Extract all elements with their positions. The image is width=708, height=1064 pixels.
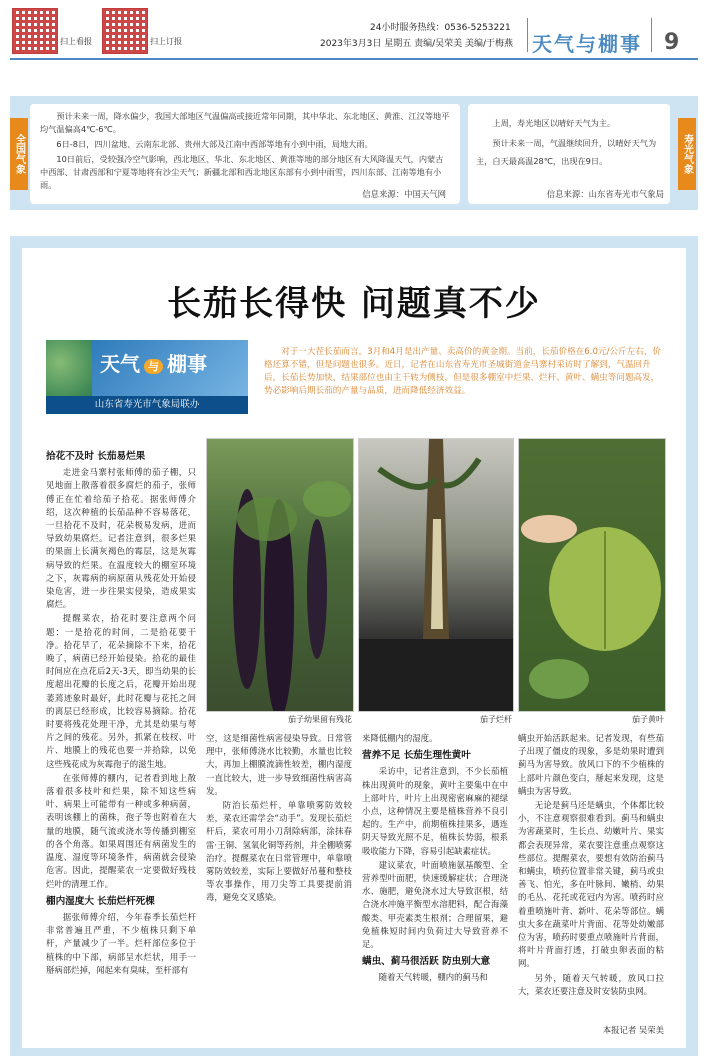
header-divider-2 <box>651 18 652 52</box>
header-rule <box>10 58 698 60</box>
col2-para-1: 空，这是细菌性病害侵染导致。日常管理中，张师傅浇水比较勤，水量也比较大，再加上棚膜流滴性较差，棚内湿度一直比较大，进一步导致细菌性病害高发。 <box>206 733 352 796</box>
logo-word-weather: 天气 <box>100 352 140 376</box>
local-source: 信息来源：山东省寿光市气象局 <box>546 189 664 199</box>
col4-para-2: 无论是蓟马还是螨虫，个体都比较小，不注意观察很难看到。蓟马和螨虫为害蔬菜时，生长点、幼嫩叶片、果实都会表现异常，菜农要注意重点观察这些部位。提醒菜农，要想有效防治蓟马和螨虫，喷药位置非常关键，蓟马或虫善飞、怕光，多在叶脉间、嫩梢、幼果的毛丛、花托或花冠内为害。喷药时应着重喷施叶背、新叶、花朵等部位。螨虫大多在蔬菜叶片背面、花等处幼嫩部位为害，喷药时要重点喷施叶片背面，将叶片背面打透，打破虫卵表面的粘网。 <box>518 800 664 969</box>
col1-para-4: 据张师傅介绍，今年春季长茄烂杆非常普遍且严重，不少植株只剩下单杆，产量减少了一半。烂杆部位多位于植株的中下部，病部呈水烂状，用手一掰病部烂掉，闻起来有臭味，至杆部有 <box>46 911 196 975</box>
caption-photo-2: 茄子烂杆 <box>480 715 512 724</box>
eggplant-stem-image <box>359 439 513 711</box>
section-title: 天气与棚事 <box>532 32 642 56</box>
local-para-2: 预计未来一周，气温继续回升，以晴好天气为主，白天最高温28℃，出现在9日。 <box>476 138 657 166</box>
caption-photo-3: 茄子黄叶 <box>632 715 664 724</box>
yellow-leaf-image <box>519 439 665 711</box>
col4-para-3: 另外，随着天气转暖，放风口拉大，菜农还要注意及时安装防虫网。 <box>518 972 664 996</box>
national-weather-tab: 全国气象 <box>10 118 28 190</box>
header-divider <box>527 18 528 52</box>
logo-word-greenhouse: 棚事 <box>167 352 207 376</box>
national-source: 信息来源：中国天气网 <box>362 189 446 199</box>
logo-word-and: 与 <box>144 359 163 374</box>
photo-eggplant-leaf <box>518 438 666 712</box>
subhead-rotten-fruit: 拾花不及时 长茄易烂果 <box>46 451 146 462</box>
qr-label-subscribe: 扫上订报 <box>150 37 182 46</box>
subhead-rotten-stem: 棚内湿度大 长茄烂杆死棵 <box>46 895 155 907</box>
photo-eggplant-stem <box>358 438 514 712</box>
column-logo <box>46 340 248 414</box>
subhead-pests: 螨虫、蓟马很活跃 防虫别大意 <box>362 956 491 968</box>
col2-para-2: 防治长茄烂杆，单靠喷雾防效较差，菜农还需学会“动手”。发现长茄烂杆后，菜农可用小刀刮除病部，涂抹春雷·王铜、氢氧化铜等药剂，并全棚喷雾治疗。提醒菜农在日常管理中，单靠喷雾防效较差，实际上要做好吊蔓和整枝等农事操作，用刀尖等工具要提前消毒，避免交叉感染。 <box>206 800 352 903</box>
col3-para-2: 采访中，记者注意到，不少长茄植株出现黄叶的现象，黄叶主要集中在中上部叶片，叶片上出现密密麻麻的褪绿小点，这种情况主要是植株营养不良引起的。生产中，前期植株挂果多，遇连阴天导致光照不足，植株长势弱，根系吸收能力下降，容易引起缺素症状。 <box>362 766 508 856</box>
local-weather-tab: 寿光气象 <box>678 118 696 190</box>
col1-para-1: 走进金马寨村张师傅的茄子棚，只见地面上散落着很多腐烂的茄子，张师傅正在忙着给茄子拾花。据张师傅介绍，这次种植的长茄品种不容易落花，一旦拾花不及时，花朵极易发病，进而导致幼果腐烂。记者注意到，很多烂果的果面上长满灰褐色的霉层，这是灰霉病导致的烂果。在温度较大的棚室环境之下，灰霉病的病原菌从残花处开始侵染危害，进一步往果实侵染，造成果实腐烂。 <box>46 467 196 610</box>
column-1 <box>46 446 196 1042</box>
date-line: 2023年3月3日 星期五 责编/吴荣美 美编/于梅燕 <box>320 39 514 49</box>
byline: 本报记者 吴荣美 <box>602 1025 664 1035</box>
local-para-1: 上周，寿光地区以晴好天气为主。 <box>492 118 616 128</box>
article-lead: 对于一大茬长茄而言，3月和4月是出产量、卖高价的黄金期。当前，长茄价格在6.0元/公斤左右，价格还算不错，但是问题也很多。近日，记者在山东省寿光市圣城街道金马寨村采访时了解到，气温回升后，长茄长势加快，结果部位也由主干转为侧枝，但是很多棚室中烂果、烂杆、黄叶、螨虫等问题高发，势必影响后期长茄的产量与品质，进而降低经济效益。 <box>264 347 662 396</box>
hotline: 24小时服务热线：0536-5253221 <box>370 23 511 33</box>
local-forecast-box <box>468 104 670 204</box>
map-graphic <box>46 340 92 396</box>
national-para-1: 预计未来一周，降水偏少，我国大部地区气温偏高或接近常年同期，其中华北、东北地区、黄淮、江汉等地平均气温偏高4℃-6℃。 <box>40 111 450 134</box>
headline: 长茄长得快 问题真不少 <box>167 284 541 324</box>
qr-label-read: 扫上看报 <box>60 37 92 46</box>
photo-eggplant-flower <box>206 438 354 712</box>
caption-photo-1: 茄子幼果留有残花 <box>288 715 352 724</box>
page-number: 9 <box>664 30 680 55</box>
column-4 <box>518 732 664 1022</box>
col3-para-4: 随着天气转暖，棚内的蓟马和 <box>378 972 488 983</box>
qr-code-read[interactable] <box>12 8 58 54</box>
logo-title <box>100 348 207 377</box>
col4-para-1: 螨虫开始活跃起来。记者发现，有些茄子出现了僵皮的现象，多是幼果时遭到蓟马为害导致。放风口下的不少植株的上部叶片颜色变白，掰起来发现，这是螨虫为害导致。 <box>518 733 664 796</box>
qr-code-subscribe[interactable] <box>102 8 148 54</box>
col3-para-3: 建议菜农，叶面喷施氨基酸型、全营养型叶面肥，快速缓解症状；合理浇水、施肥，避免浇水过大导致沤根，结合浇水冲施平衡型水溶肥料，配合海藻酸类、甲壳素类生根剂；合理留果，避免植株短时间内负荷过大导致营养不足。 <box>362 859 508 950</box>
national-para-2: 6日-8日，四川盆地、云南东北部、贵州大部及江南中西部等地有小到中雨，局地大雨。 <box>56 139 373 149</box>
national-para-3: 10日前后，受较强冷空气影响，西北地区、华北、东北地区、黄淮等地的部分地区有大风降温天气，内蒙古中西部、甘肃西部和宁夏等地将有沙尘天气；新疆北部和西北地区东部有小到中雨雪，四川东部、江南等地有小雨。 <box>40 154 444 190</box>
col1-para-2: 提醒菜农，拾花时要注意两个问题：一是拾花的时间，二是拾花要干净。拾花早了，花朵摘除不下来，拾花晚了，病菌已经开始侵染。拾花的最佳时间应在点花后2天-3天，即当幼果的长度超出花瓣的长度之后，花瓣开始出现萎蔫迹象时最好，此时花瓣与花托之间的离层已经形成，比较容易摘除。拾花时要将残花处理干净，尤其是幼果与萼片之间的残花。另外，抓紧在枝杈、叶片、地膜上的残花也要一并拾除，以免这些残花成为灰霉孢子的滋生地。 <box>46 613 196 769</box>
col3-para-1: 来降低棚内的湿度。 <box>362 733 438 743</box>
logo-subtitle: 山东省寿光市气象局联办 <box>46 396 248 414</box>
national-forecast-box <box>30 104 460 204</box>
column-2 <box>206 732 352 1042</box>
subhead-yellow-leaf: 营养不足 长茄生理性黄叶 <box>362 750 471 762</box>
eggplant-fruit-image <box>207 439 353 711</box>
column-3 <box>362 732 508 1042</box>
col1-para-3: 在张师傅的棚内，记者看到地上散落着很多枝叶和烂果，除不知这些病叶、病果上可能带有一种或多种病菌，表明该棚上的菌株，孢子等也附着在大量的地膜，随气流或浇水等传播到棚室的各个角落。如果周围还有病菌发生的温度、湿度等环境条件，病菌就会侵染危害。因此，提醒菜农一定要做好残枝烂叶的清理工作。 <box>46 772 196 889</box>
